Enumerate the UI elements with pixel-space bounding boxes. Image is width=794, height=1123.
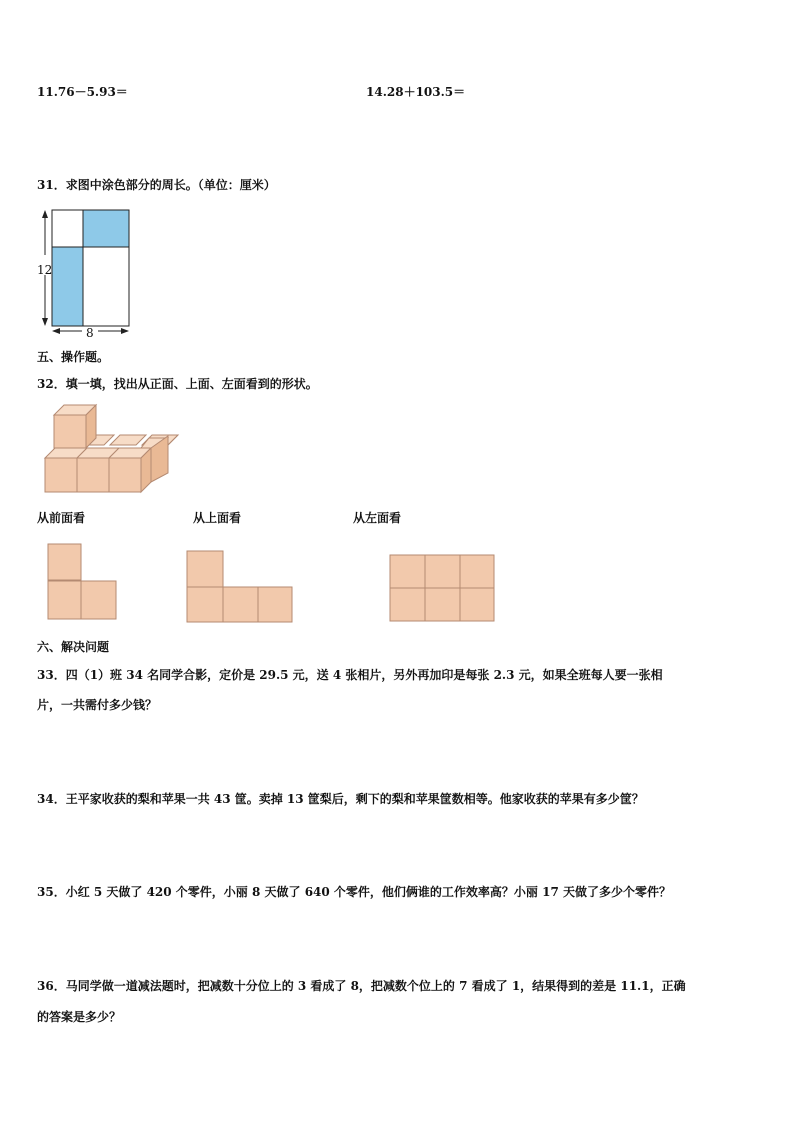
q31-shaded-left — [52, 247, 83, 326]
q36-line1: 36．马同学做一道减法题时，把减数十分位上的 3 看成了 8，把减数个位上的 7 看成了 1，结果得到的差是 11.1，正确 — [37, 979, 686, 993]
view-label-top: 从上面看 — [193, 511, 242, 525]
q34-text: 34．王平家收获的梨和苹果一共 43 筐。卖掉 13 筐梨后，剩下的梨和苹果筐数相等。他家收获的苹果有多少筐？ — [37, 792, 644, 806]
section6-title: 六、解决问题 — [37, 640, 110, 654]
q31-shaded-top — [83, 210, 129, 247]
calc-expression-1: 11.76－5.93＝ — [37, 85, 128, 99]
q31-width-label: 8 — [86, 326, 94, 340]
view-label-left: 从左面看 — [353, 511, 402, 525]
q35-text: 35．小红 5 天做了 420 个零件，小丽 8 天做了 640 个零件，他们俩谁的工作效率高？小丽 17 天做了多少个零件？ — [37, 885, 671, 899]
q31-height-label: 12 — [37, 263, 53, 277]
calc-expression-2: 14.28＋103.5＝ — [366, 85, 466, 99]
q33-line2: 片，一共需付多少钱？ — [37, 698, 158, 712]
q36-line2: 的答案是多少？ — [37, 1010, 122, 1024]
left-view-shape — [388, 553, 498, 625]
top-view-shape — [185, 550, 297, 626]
q31-text: 31．求图中涂色部分的周长。（单位：厘米） — [37, 178, 276, 192]
section5-title: 五、操作题。 — [37, 350, 110, 364]
q33-line1: 33．四（1）班 34 名同学合影，定价是 29.5 元，送 4 张相片，另外再加印是每张 2.3 元，如果全班每人要一张相 — [37, 668, 663, 682]
q32-text: 32．填一填，找出从正面、上面、左面看到的形状。 — [37, 377, 318, 391]
view-label-front: 从前面看 — [37, 511, 86, 525]
front-view-shape — [46, 543, 121, 623]
q32-cube-figure — [40, 400, 175, 500]
